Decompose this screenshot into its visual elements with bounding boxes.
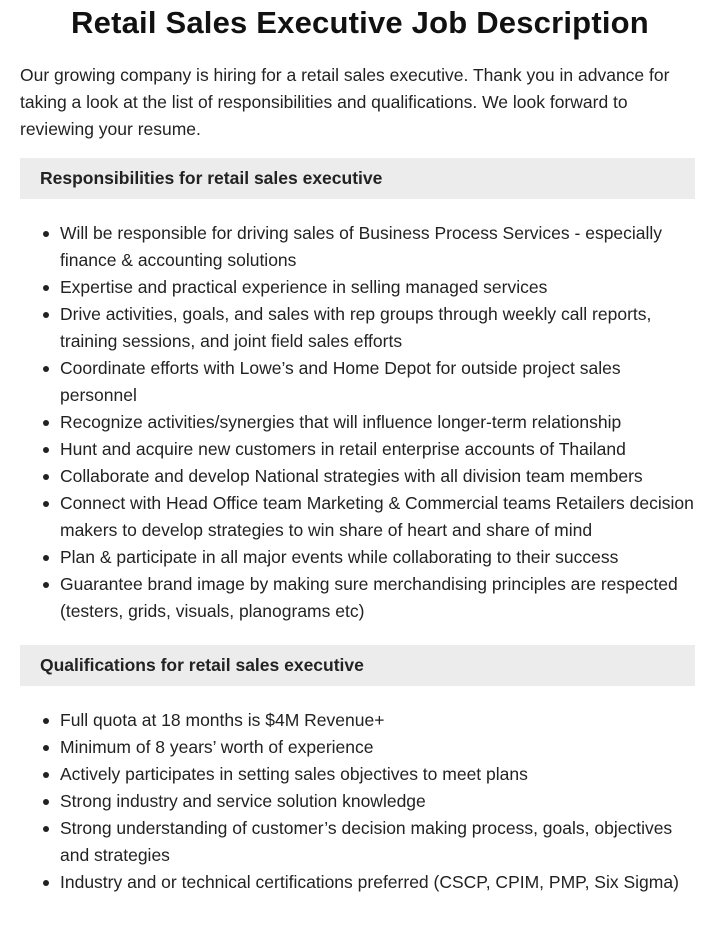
list-item: Strong industry and service solution knowledge [60,788,700,815]
list-item: Guarantee brand image by making sure merchandising principles are respected (testers, grids, visuals, planograms etc) [60,571,700,625]
intro-paragraph: Our growing company is hiring for a retail sales executive. Thank you in advance for taking a look at the list of responsibilities and qualifications. We look forward to reviewing your resume. [20,65,670,139]
list-item: Coordinate efforts with Lowe’s and Home Depot for outside project sales personnel [60,355,700,409]
list-item: Collaborate and develop National strategies with all division team members [60,463,700,490]
qualifications-list [0,707,720,896]
list-item: Plan & participate in all major events while collaborating to their success [60,544,700,571]
page-title: Retail Sales Executive Job Description [71,5,649,40]
list-item: Industry and or technical certifications preferred (CSCP, CPIM, PMP, Six Sigma) [60,869,700,896]
list-item: Expertise and practical experience in selling managed services [60,274,700,301]
list-item: Drive activities, goals, and sales with rep groups through weekly call reports, training sessions, and joint field sales efforts [60,301,700,355]
list-item: Full quota at 18 months is $4M Revenue+ [60,707,700,734]
list-item: Strong understanding of customer’s decision making process, goals, objectives and strategies [60,815,700,869]
list-item: Connect with Head Office team Marketing & Commercial teams Retailers decision makers to develop strategies to win share of heart and share of mind [60,490,700,544]
list-item: Hunt and acquire new customers in retail enterprise accounts of Thailand [60,436,700,463]
list-item: Recognize activities/synergies that will influence longer-term relationship [60,409,700,436]
responsibilities-heading: Responsibilities for retail sales executive [20,158,695,199]
responsibilities-list [0,220,720,625]
list-item: Will be responsible for driving sales of Business Process Services - especially finance & accounting solutions [60,220,700,274]
list-item: Actively participates in setting sales objectives to meet plans [60,761,700,788]
qualifications-heading: Qualifications for retail sales executive [20,645,695,686]
list-item: Minimum of 8 years’ worth of experience [60,734,700,761]
